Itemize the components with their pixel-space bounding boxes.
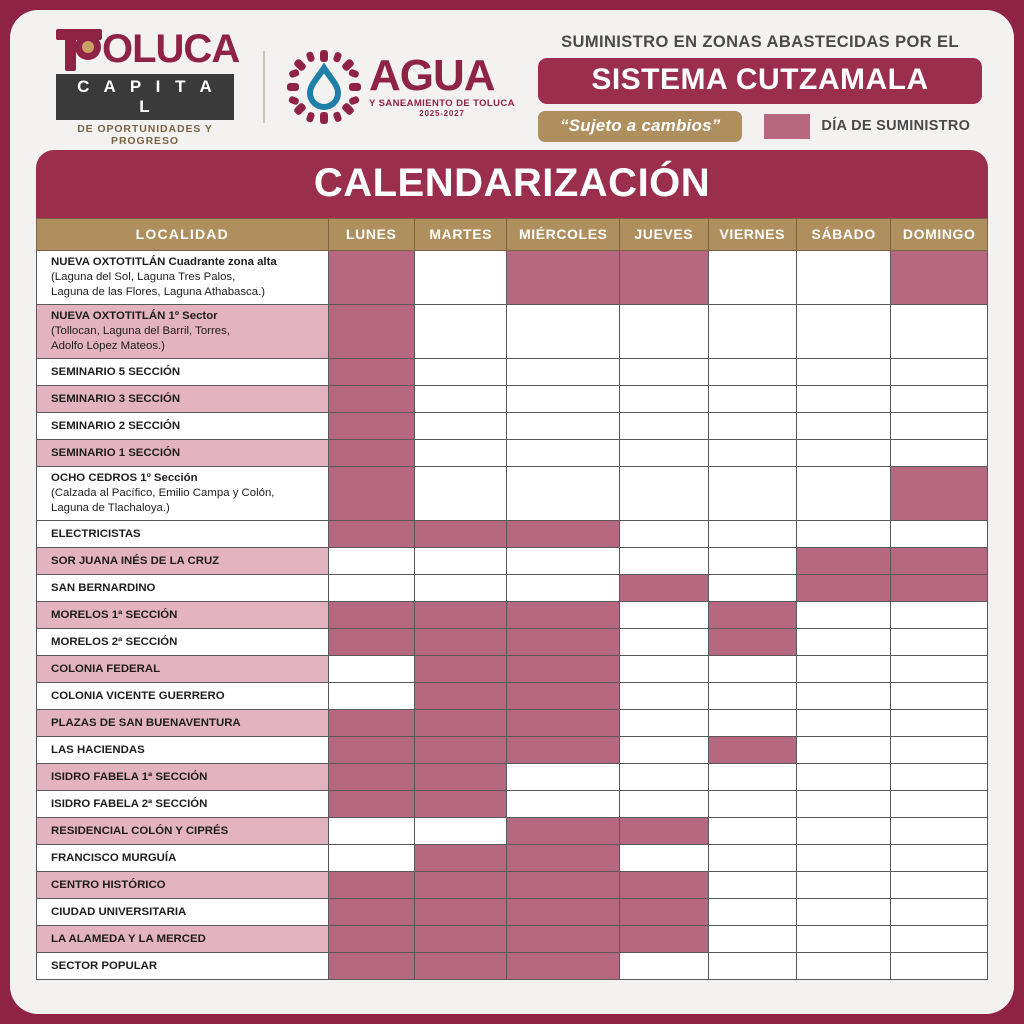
locality-cell bbox=[37, 926, 329, 953]
day-cell-lunes bbox=[328, 899, 414, 926]
subject-to-change-pill: “Sujeto a cambios” bbox=[538, 111, 742, 142]
locality-cell bbox=[37, 467, 329, 521]
day-cell-lunes bbox=[328, 845, 414, 872]
day-cell-sbado bbox=[796, 899, 890, 926]
day-cell-mircoles bbox=[507, 521, 620, 548]
logo-divider bbox=[263, 51, 265, 123]
day-cell-sbado bbox=[796, 926, 890, 953]
day-cell-martes bbox=[414, 251, 506, 305]
day-cell-martes bbox=[414, 899, 506, 926]
locality-name: RESIDENCIAL COLÓN Y CIPRÉS bbox=[51, 824, 229, 837]
day-cell-domingo bbox=[891, 926, 988, 953]
column-header-martes: MARTES bbox=[414, 219, 506, 251]
day-cell-sbado bbox=[796, 872, 890, 899]
table-row bbox=[37, 629, 988, 656]
day-cell-viernes bbox=[708, 845, 796, 872]
day-cell-mircoles bbox=[507, 710, 620, 737]
day-cell-viernes bbox=[708, 548, 796, 575]
table-row bbox=[37, 953, 988, 980]
day-cell-viernes bbox=[708, 251, 796, 305]
day-cell-mircoles bbox=[507, 467, 620, 521]
locality-detail: (Tollocan, Laguna del Barril, Torres, bbox=[51, 325, 230, 338]
day-cell-viernes bbox=[708, 575, 796, 602]
day-cell-viernes bbox=[708, 413, 796, 440]
day-cell-sbado bbox=[796, 710, 890, 737]
locality-cell bbox=[37, 575, 329, 602]
day-cell-lunes bbox=[328, 602, 414, 629]
day-cell-jueves bbox=[620, 359, 708, 386]
column-header-viernes: VIERNES bbox=[708, 219, 796, 251]
locality-detail: Laguna de Tlachaloya.) bbox=[51, 502, 170, 515]
locality-name: CIUDAD UNIVERSITARIA bbox=[51, 905, 187, 918]
day-cell-domingo bbox=[891, 872, 988, 899]
day-cell-jueves bbox=[620, 683, 708, 710]
locality-name: SECTOR POPULAR bbox=[51, 959, 158, 972]
day-cell-jueves bbox=[620, 872, 708, 899]
day-cell-jueves bbox=[620, 413, 708, 440]
day-cell-sbado bbox=[796, 737, 890, 764]
header-bar bbox=[36, 28, 988, 146]
day-cell-jueves bbox=[620, 845, 708, 872]
day-cell-lunes bbox=[328, 737, 414, 764]
day-cell-lunes bbox=[328, 413, 414, 440]
column-header-lunes: LUNES bbox=[328, 219, 414, 251]
day-cell-martes bbox=[414, 764, 506, 791]
table-row bbox=[37, 602, 988, 629]
day-cell-viernes bbox=[708, 683, 796, 710]
day-cell-sbado bbox=[796, 467, 890, 521]
locality-detail: (Laguna del Sol, Laguna Tres Palos, bbox=[51, 271, 236, 284]
table-row bbox=[37, 305, 988, 359]
locality-name: MORELOS 1ª SECCIÓN bbox=[51, 608, 178, 621]
supply-subtitle: SUMINISTRO EN ZONAS ABASTECIDAS POR EL bbox=[561, 32, 959, 51]
day-cell-sbado bbox=[796, 791, 890, 818]
agua-subtitle: Y SANEAMIENTO DE TOLUCA bbox=[369, 98, 515, 109]
legend-row bbox=[538, 111, 982, 142]
day-cell-sbado bbox=[796, 548, 890, 575]
table-row bbox=[37, 737, 988, 764]
toluca-capital-label: C A P I T A L bbox=[56, 74, 234, 120]
locality-detail: Laguna de las Flores, Laguna Athabasca.) bbox=[51, 286, 266, 299]
day-cell-martes bbox=[414, 305, 506, 359]
locality-cell bbox=[37, 764, 329, 791]
day-cell-mircoles bbox=[507, 656, 620, 683]
day-cell-martes bbox=[414, 926, 506, 953]
day-cell-domingo bbox=[891, 737, 988, 764]
table-row bbox=[37, 926, 988, 953]
table-row bbox=[37, 251, 988, 305]
locality-name: ELECTRICISTAS bbox=[51, 527, 141, 540]
day-cell-jueves bbox=[620, 818, 708, 845]
day-cell-jueves bbox=[620, 305, 708, 359]
day-cell-viernes bbox=[708, 305, 796, 359]
day-cell-viernes bbox=[708, 926, 796, 953]
locality-cell bbox=[37, 737, 329, 764]
day-cell-mircoles bbox=[507, 359, 620, 386]
legend-color-swatch bbox=[764, 114, 810, 139]
day-cell-domingo bbox=[891, 467, 988, 521]
day-cell-lunes bbox=[328, 521, 414, 548]
day-cell-sbado bbox=[796, 602, 890, 629]
day-cell-mircoles bbox=[507, 818, 620, 845]
day-cell-domingo bbox=[891, 629, 988, 656]
day-cell-lunes bbox=[328, 305, 414, 359]
day-cell-viernes bbox=[708, 359, 796, 386]
day-cell-domingo bbox=[891, 413, 988, 440]
locality-detail: (Calzada al Pacífico, Emilio Campa y Colón, bbox=[51, 487, 275, 500]
table-row bbox=[37, 656, 988, 683]
day-cell-sbado bbox=[796, 413, 890, 440]
day-cell-lunes bbox=[328, 710, 414, 737]
day-cell-mircoles bbox=[507, 953, 620, 980]
day-cell-jueves bbox=[620, 386, 708, 413]
locality-name: OCHO CEDROS 1º Sección bbox=[51, 472, 198, 485]
day-cell-mircoles bbox=[507, 683, 620, 710]
agua-wordmark bbox=[369, 51, 515, 118]
day-cell-jueves bbox=[620, 467, 708, 521]
day-cell-martes bbox=[414, 521, 506, 548]
day-cell-mircoles bbox=[507, 629, 620, 656]
day-cell-martes bbox=[414, 953, 506, 980]
toluca-wordmark bbox=[56, 27, 241, 71]
day-cell-mircoles bbox=[507, 764, 620, 791]
table-row bbox=[37, 764, 988, 791]
day-cell-lunes bbox=[328, 251, 414, 305]
toluca-capital-logo bbox=[56, 27, 241, 147]
day-cell-jueves bbox=[620, 656, 708, 683]
locality-name: LA ALAMEDA Y LA MERCED bbox=[51, 932, 206, 945]
day-cell-mircoles bbox=[507, 305, 620, 359]
table-row bbox=[37, 575, 988, 602]
day-cell-lunes bbox=[328, 953, 414, 980]
day-cell-martes bbox=[414, 710, 506, 737]
locality-cell bbox=[37, 845, 329, 872]
day-cell-mircoles bbox=[507, 386, 620, 413]
day-cell-viernes bbox=[708, 629, 796, 656]
locality-name: SEMINARIO 1 SECCIÓN bbox=[51, 446, 181, 459]
day-cell-martes bbox=[414, 602, 506, 629]
day-cell-sbado bbox=[796, 764, 890, 791]
day-cell-martes bbox=[414, 845, 506, 872]
day-cell-mircoles bbox=[507, 845, 620, 872]
day-cell-mircoles bbox=[507, 440, 620, 467]
day-cell-lunes bbox=[328, 791, 414, 818]
day-cell-domingo bbox=[891, 386, 988, 413]
day-cell-jueves bbox=[620, 575, 708, 602]
day-cell-lunes bbox=[328, 656, 414, 683]
day-cell-martes bbox=[414, 548, 506, 575]
day-cell-sbado bbox=[796, 440, 890, 467]
locality-cell bbox=[37, 683, 329, 710]
locality-cell bbox=[37, 602, 329, 629]
day-cell-mircoles bbox=[507, 791, 620, 818]
locality-cell bbox=[37, 899, 329, 926]
day-cell-martes bbox=[414, 629, 506, 656]
day-cell-sbado bbox=[796, 953, 890, 980]
locality-name: COLONIA FEDERAL bbox=[51, 662, 161, 675]
day-cell-lunes bbox=[328, 683, 414, 710]
locality-cell bbox=[37, 953, 329, 980]
page-title: CALENDARIZACIÓN bbox=[36, 150, 988, 218]
day-cell-domingo bbox=[891, 305, 988, 359]
table-row bbox=[37, 386, 988, 413]
locality-cell bbox=[37, 305, 329, 359]
day-cell-domingo bbox=[891, 575, 988, 602]
day-cell-mircoles bbox=[507, 872, 620, 899]
day-cell-martes bbox=[414, 872, 506, 899]
day-cell-sbado bbox=[796, 521, 890, 548]
locality-cell bbox=[37, 656, 329, 683]
day-cell-viernes bbox=[708, 710, 796, 737]
day-cell-viernes bbox=[708, 440, 796, 467]
table-row bbox=[37, 818, 988, 845]
day-cell-mircoles bbox=[507, 413, 620, 440]
day-cell-martes bbox=[414, 359, 506, 386]
day-cell-domingo bbox=[891, 710, 988, 737]
day-cell-domingo bbox=[891, 602, 988, 629]
locality-cell bbox=[37, 251, 329, 305]
table-row bbox=[37, 791, 988, 818]
day-cell-lunes bbox=[328, 818, 414, 845]
table-row bbox=[37, 683, 988, 710]
day-cell-martes bbox=[414, 683, 506, 710]
day-cell-sbado bbox=[796, 575, 890, 602]
toluca-t-icon bbox=[56, 27, 102, 71]
day-cell-martes bbox=[414, 413, 506, 440]
table-row bbox=[37, 521, 988, 548]
day-cell-viernes bbox=[708, 818, 796, 845]
day-cell-martes bbox=[414, 467, 506, 521]
locality-cell bbox=[37, 440, 329, 467]
day-cell-viernes bbox=[708, 791, 796, 818]
day-cell-viernes bbox=[708, 872, 796, 899]
day-cell-domingo bbox=[891, 764, 988, 791]
column-header-miercoles: MIÉRCOLES bbox=[507, 219, 620, 251]
day-cell-lunes bbox=[328, 629, 414, 656]
day-cell-martes bbox=[414, 737, 506, 764]
agua-logo bbox=[287, 50, 515, 124]
locality-cell bbox=[37, 629, 329, 656]
day-cell-martes bbox=[414, 791, 506, 818]
locality-name: MORELOS 2ª SECCIÓN bbox=[51, 635, 178, 648]
locality-name: ISIDRO FABELA 1ª SECCIÓN bbox=[51, 770, 208, 783]
poster-panel bbox=[10, 10, 1014, 1014]
locality-cell bbox=[37, 872, 329, 899]
day-cell-lunes bbox=[328, 440, 414, 467]
water-drop-sun-icon bbox=[287, 50, 361, 124]
table-row bbox=[37, 413, 988, 440]
day-cell-domingo bbox=[891, 818, 988, 845]
table-row bbox=[37, 710, 988, 737]
day-cell-viernes bbox=[708, 386, 796, 413]
day-cell-jueves bbox=[620, 953, 708, 980]
supply-header-block bbox=[538, 33, 988, 142]
day-cell-domingo bbox=[891, 440, 988, 467]
locality-detail: Adolfo López Mateos.) bbox=[51, 340, 165, 353]
locality-name: ISIDRO FABELA 2ª SECCIÓN bbox=[51, 797, 208, 810]
day-cell-lunes bbox=[328, 575, 414, 602]
day-cell-mircoles bbox=[507, 548, 620, 575]
table-row bbox=[37, 845, 988, 872]
locality-cell bbox=[37, 359, 329, 386]
day-cell-jueves bbox=[620, 251, 708, 305]
day-cell-domingo bbox=[891, 359, 988, 386]
table-body bbox=[37, 251, 988, 980]
locality-cell bbox=[37, 548, 329, 575]
day-cell-jueves bbox=[620, 791, 708, 818]
day-cell-domingo bbox=[891, 845, 988, 872]
day-cell-sbado bbox=[796, 683, 890, 710]
locality-name: SEMINARIO 5 SECCIÓN bbox=[51, 365, 181, 378]
day-cell-lunes bbox=[328, 467, 414, 521]
locality-name: FRANCISCO MURGUÍA bbox=[51, 851, 177, 864]
day-cell-sbado bbox=[796, 629, 890, 656]
day-cell-martes bbox=[414, 575, 506, 602]
day-cell-viernes bbox=[708, 953, 796, 980]
day-cell-jueves bbox=[620, 521, 708, 548]
day-cell-martes bbox=[414, 656, 506, 683]
day-cell-jueves bbox=[620, 440, 708, 467]
toluca-word: OLUCA bbox=[102, 27, 240, 71]
locality-name: CENTRO HISTÓRICO bbox=[51, 878, 166, 891]
agua-years: 2025-2027 bbox=[419, 109, 465, 118]
calendar-table bbox=[36, 218, 988, 980]
locality-name: SOR JUANA INÉS DE LA CRUZ bbox=[51, 554, 220, 567]
locality-name: LAS HACIENDAS bbox=[51, 743, 145, 756]
day-cell-domingo bbox=[891, 683, 988, 710]
locality-cell bbox=[37, 413, 329, 440]
day-cell-viernes bbox=[708, 899, 796, 926]
day-cell-domingo bbox=[891, 953, 988, 980]
day-cell-jueves bbox=[620, 926, 708, 953]
day-cell-sbado bbox=[796, 251, 890, 305]
day-cell-martes bbox=[414, 440, 506, 467]
day-cell-domingo bbox=[891, 656, 988, 683]
day-cell-sbado bbox=[796, 305, 890, 359]
column-header-sabado: SÁBADO bbox=[796, 219, 890, 251]
locality-cell bbox=[37, 386, 329, 413]
table-row bbox=[37, 440, 988, 467]
day-cell-lunes bbox=[328, 872, 414, 899]
toluca-tagline: DE OPORTUNIDADES Y PROGRESO bbox=[77, 123, 213, 147]
table-row bbox=[37, 359, 988, 386]
day-cell-mircoles bbox=[507, 926, 620, 953]
day-cell-viernes bbox=[708, 602, 796, 629]
agua-word: AGUA bbox=[369, 51, 495, 100]
day-cell-domingo bbox=[891, 251, 988, 305]
day-cell-mircoles bbox=[507, 251, 620, 305]
day-cell-viernes bbox=[708, 467, 796, 521]
day-cell-lunes bbox=[328, 764, 414, 791]
table-row bbox=[37, 899, 988, 926]
day-cell-jueves bbox=[620, 764, 708, 791]
column-header-jueves: JUEVES bbox=[620, 219, 708, 251]
column-header-domingo: DOMINGO bbox=[891, 219, 988, 251]
day-cell-domingo bbox=[891, 791, 988, 818]
locality-cell bbox=[37, 818, 329, 845]
locality-name: SEMINARIO 3 SECCIÓN bbox=[51, 392, 181, 405]
day-cell-sbado bbox=[796, 359, 890, 386]
table-row bbox=[37, 872, 988, 899]
locality-name: NUEVA OXTOTITLÁN 1º Sector bbox=[51, 310, 218, 323]
day-cell-sbado bbox=[796, 386, 890, 413]
day-cell-lunes bbox=[328, 386, 414, 413]
table-head bbox=[37, 219, 988, 251]
day-cell-jueves bbox=[620, 710, 708, 737]
table-row bbox=[37, 548, 988, 575]
legend-label: DÍA DE SUMINISTRO bbox=[821, 118, 971, 134]
day-cell-jueves bbox=[620, 548, 708, 575]
day-cell-viernes bbox=[708, 764, 796, 791]
locality-cell bbox=[37, 710, 329, 737]
day-cell-lunes bbox=[328, 359, 414, 386]
day-cell-mircoles bbox=[507, 899, 620, 926]
day-cell-lunes bbox=[328, 548, 414, 575]
locality-name: SEMINARIO 2 SECCIÓN bbox=[51, 419, 181, 432]
day-cell-sbado bbox=[796, 845, 890, 872]
day-cell-jueves bbox=[620, 602, 708, 629]
locality-cell bbox=[37, 521, 329, 548]
day-cell-jueves bbox=[620, 737, 708, 764]
table-row bbox=[37, 467, 988, 521]
system-name-banner: SISTEMA CUTZAMALA bbox=[538, 58, 982, 104]
day-cell-viernes bbox=[708, 737, 796, 764]
day-cell-domingo bbox=[891, 521, 988, 548]
table-header-row bbox=[37, 219, 988, 251]
day-cell-mircoles bbox=[507, 737, 620, 764]
locality-cell bbox=[37, 791, 329, 818]
day-cell-lunes bbox=[328, 926, 414, 953]
day-cell-mircoles bbox=[507, 602, 620, 629]
locality-name: COLONIA VICENTE GUERRERO bbox=[51, 689, 225, 702]
day-cell-jueves bbox=[620, 629, 708, 656]
locality-name: NUEVA OXTOTITLÁN Cuadrante zona alta bbox=[51, 256, 277, 268]
day-cell-domingo bbox=[891, 548, 988, 575]
locality-name: PLAZAS DE SAN BUENAVENTURA bbox=[51, 716, 241, 729]
day-cell-martes bbox=[414, 818, 506, 845]
day-cell-domingo bbox=[891, 899, 988, 926]
locality-name: SAN BERNARDINO bbox=[51, 581, 156, 594]
day-cell-viernes bbox=[708, 521, 796, 548]
day-cell-mircoles bbox=[507, 575, 620, 602]
day-cell-sbado bbox=[796, 818, 890, 845]
day-cell-jueves bbox=[620, 899, 708, 926]
column-header-localidad: LOCALIDAD bbox=[37, 219, 329, 251]
day-cell-sbado bbox=[796, 656, 890, 683]
day-cell-martes bbox=[414, 386, 506, 413]
day-cell-viernes bbox=[708, 656, 796, 683]
